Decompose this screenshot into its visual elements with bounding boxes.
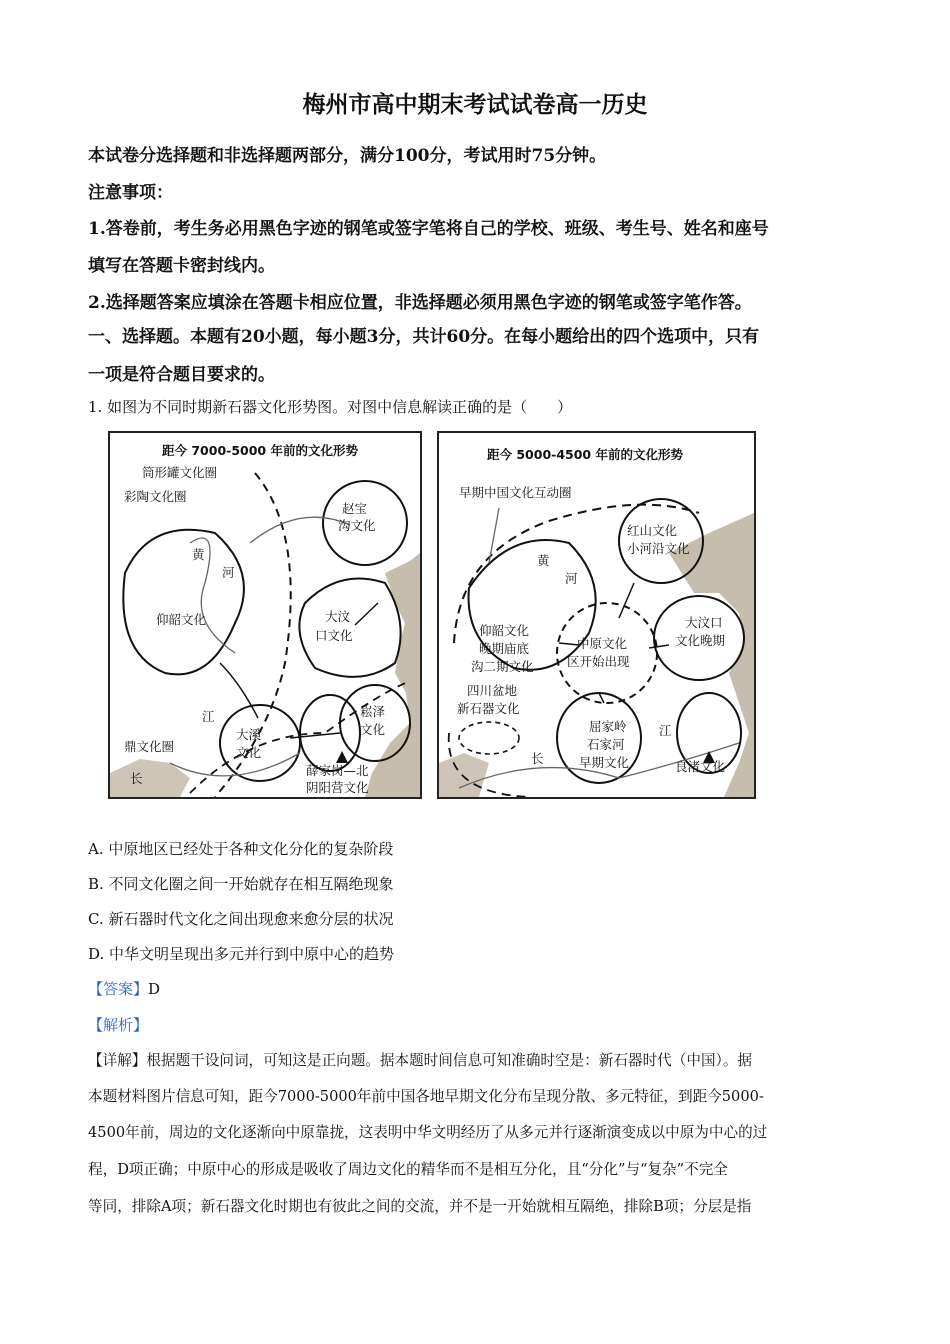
label-xiaoheyan: 小河沿文化 (627, 541, 690, 556)
notice-2: 2.选择题答案应填涂在答题卡相应位置，非选择题必须用黑色字迹的钢笔或签字笔作答。 (88, 293, 752, 313)
label-ys-3: 沟二期文化 (471, 659, 534, 674)
label-jiang: 江 (202, 709, 215, 724)
label-zhongyuan-2: 区开始出现 (567, 654, 630, 669)
page-title: 梅州市高中期末考试试卷高一历史 (302, 92, 648, 118)
label-ys-1: 仰韶文化 (479, 623, 530, 638)
label-zhaobao-2: 沟文化 (338, 518, 376, 533)
label-jiang-right: 江 (659, 723, 672, 738)
detail-line-5: 等同，排除A项；新石器文化时期也有彼此之间的交流，并不是一开始就相互隔绝，排除B项；分层是指 (88, 1198, 752, 1215)
map-left (108, 431, 422, 799)
label-dawenkou-2: 口文化 (315, 628, 353, 643)
label-yinyangying: 阴阳营文化 (306, 780, 369, 795)
detail-line-4: 程，D项正确；中原中心的形成是吸收了周边文化的精华而不是相互分化，且“分化”与“复杂”不完全 (88, 1161, 728, 1178)
map-left-title: 距今 7000-5000 年前的文化形势 (162, 443, 358, 458)
answer-tag: 【答案】 (88, 980, 149, 998)
detail-line-3: 4500年前，周边的文化逐渐向中原靠拢，这表明中华文明经历了从多元并行逐渐演变成以中原为中心的过 (88, 1124, 768, 1141)
label-sichuan-2: 新石器文化 (457, 701, 520, 716)
notice-1-line2: 填写在答题卡密封线内。 (88, 256, 275, 276)
label-zhaobao-1: 赵宝 (342, 501, 368, 516)
label-huang-right: 黄 (537, 553, 550, 568)
label-yangshao: 仰韶文化 (156, 612, 207, 627)
label-liangzhu: 良渚文化 (675, 759, 726, 774)
label-dawenkou-late-1: 大汶口 (685, 615, 723, 630)
label-he-right: 河 (565, 571, 578, 586)
map-right (437, 431, 756, 799)
label-xuejiagang: 薛家岗—北 (306, 763, 369, 778)
label-songze-2: 文化 (360, 722, 386, 737)
label-dawenkou-late-2: 文化晚期 (675, 633, 726, 648)
label-daxi-2: 文化 (236, 745, 262, 760)
label-caitao: 彩陶文化圈 (124, 489, 187, 504)
label-he: 河 (222, 565, 235, 580)
section-heading-line2: 一项是符合题目要求的。 (88, 365, 275, 385)
exam-intro: 本试卷分选择题和非选择题两部分，满分100分，考试用时75分钟。 (88, 146, 607, 166)
label-daxi-1: 大溪 (236, 727, 262, 742)
notice-1-line1: 1.答卷前，考生务必用黑色字迹的钢笔或签字笔将自己的学校、班级、考生号、姓名和座号 (88, 219, 769, 239)
label-shijiahe: 石家河 (587, 737, 625, 752)
label-ys-2: 晚期庙底 (479, 641, 530, 656)
detail-line-1: 【详解】根据题干设问词，可知这是正向题。据本题时间信息可知准确时空是：新石器时代（中国）。据 (88, 1052, 753, 1069)
label-dawenkou-1: 大汶 (325, 609, 351, 624)
answer-line (88, 978, 160, 999)
label-zhongyuan-1: 中原文化 (577, 636, 628, 651)
label-ding: 鼎文化圈 (124, 739, 175, 754)
option-b: B. 不同文化圈之间一开始就存在相互隔绝现象 (88, 875, 394, 893)
option-d: D. 中华文明呈现出多元并行到中原中心的趋势 (88, 945, 395, 963)
label-songze-1: 崧泽 (360, 704, 386, 719)
section-heading-line1: 一、选择题。本题有20小题，每小题3分，共计60分。在每小题给出的四个选项中，只有 (88, 327, 760, 347)
label-chang: 长 (130, 771, 143, 786)
label-qujialing: 屈家岭 (589, 719, 627, 734)
option-c: C. 新石器时代文化之间出现愈来愈分层的状况 (88, 910, 394, 928)
label-hongshan: 红山文化 (627, 523, 678, 538)
label-chang-right: 长 (531, 751, 544, 766)
question-1: 1. 如图为不同时期新石器文化形势图。对图中信息解读正确的是（ ） (88, 398, 573, 416)
option-a: A. 中原地区已经处于各种文化分化的复杂阶段 (88, 840, 394, 858)
notice-heading: 注意事项： (88, 183, 173, 203)
label-huang: 黄 (192, 547, 205, 562)
answer-value: D (148, 980, 161, 998)
label-early-china: 早期中国文化互动圈 (459, 485, 572, 500)
detail-line-2: 本题材料图片信息可知，距今7000-5000年前中国各地早期文化分布呈现分散、多元特征，到距今5000- (88, 1088, 764, 1105)
analysis-tag: 【解析】 (88, 1016, 149, 1034)
analysis-line (88, 1014, 148, 1035)
map-right-title: 距今 5000-4500 年前的文化形势 (487, 447, 683, 462)
label-tongxingguan: 筒形罐文化圈 (142, 465, 218, 480)
label-sichuan-1: 四川盆地 (467, 683, 518, 698)
label-early-culture: 早期文化 (579, 755, 630, 770)
